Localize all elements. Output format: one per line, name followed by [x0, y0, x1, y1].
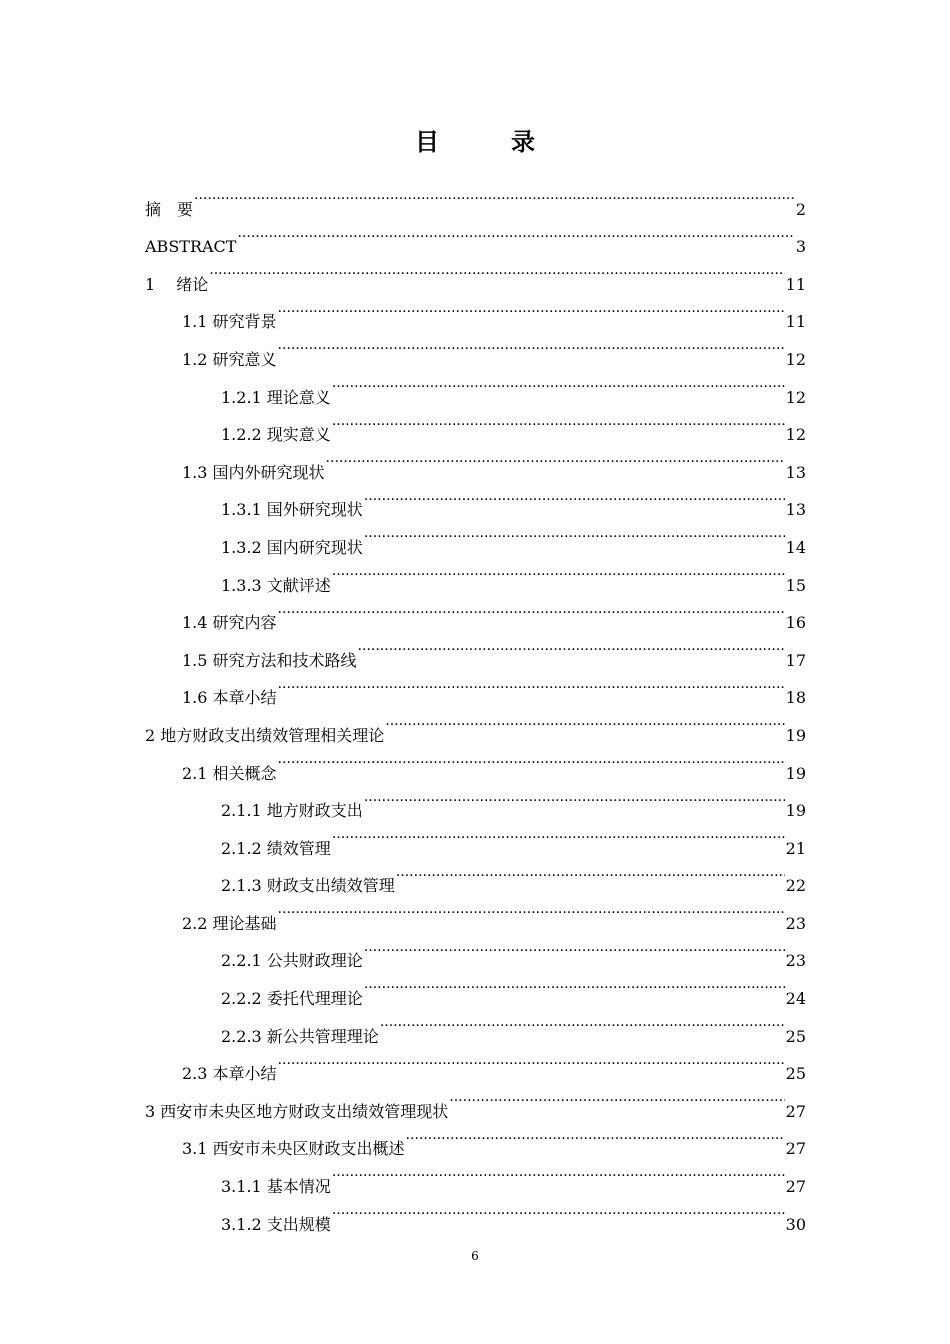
- toc-dot-leader: [364, 779, 785, 817]
- toc-entry-label: 1.1 研究背景: [182, 312, 277, 332]
- toc-entry-page-number: 19: [785, 725, 806, 745]
- toc-entry-page-number: 14: [785, 537, 806, 557]
- toc-dot-leader: [332, 816, 785, 854]
- toc-dot-leader: [326, 440, 785, 478]
- toc-dot-leader: [237, 215, 794, 253]
- toc-entry-page-number: 23: [785, 951, 806, 971]
- toc-entry[interactable]: [145, 215, 806, 257]
- toc-dot-leader: [194, 177, 795, 215]
- toc-dot-leader: [364, 515, 785, 553]
- toc-entry-label: 1.3 国内外研究现状: [182, 462, 325, 482]
- toc-entry-label: 2.2 理论基础: [182, 913, 277, 933]
- toc-entry[interactable]: [145, 252, 806, 294]
- toc-dot-leader: [396, 854, 785, 892]
- toc-dot-leader: [364, 929, 785, 967]
- toc-entry-page-number: 22: [785, 876, 806, 896]
- toc-entry-page-number: 25: [785, 1026, 806, 1046]
- toc-entry-label: 3 西安市未央区地方财政支出绩效管理现状: [145, 1101, 449, 1121]
- toc-entry-label: 2.1 相关概念: [182, 763, 277, 783]
- toc-entry-page-number: 23: [785, 913, 806, 933]
- toc-entry-page-number: 19: [785, 763, 806, 783]
- toc-dot-leader: [278, 290, 785, 328]
- toc-entry-label: 1.3.3 文献评述: [221, 575, 331, 595]
- toc-dot-leader: [278, 741, 785, 779]
- toc-entry-page-number: 25: [785, 1064, 806, 1084]
- toc-entry-label: 2.2.3 新公共管理理论: [221, 1026, 379, 1046]
- toc-entry-label: 1.5 研究方法和技术路线: [182, 650, 357, 670]
- toc-entry-page-number: 19: [785, 801, 806, 821]
- toc-entry[interactable]: [145, 290, 806, 332]
- toc-entry-page-number: 30: [785, 1214, 806, 1234]
- toc-entry-page-number: 18: [785, 688, 806, 708]
- toc-entry-label: 3.1 西安市未央区财政支出概述: [182, 1139, 405, 1159]
- toc-entry-label: 1.6 本章小结: [182, 688, 277, 708]
- toc-entry-page-number: 16: [785, 613, 806, 633]
- toc-entry-page-number: 12: [785, 425, 806, 445]
- toc-dot-leader: [278, 666, 785, 704]
- toc-entry-label: 3.1.2 支出规模: [221, 1214, 331, 1234]
- toc-entry-label: 2.1.1 地方财政支出: [221, 801, 363, 821]
- toc-dot-leader: [278, 327, 785, 365]
- toc-dot-leader: [364, 478, 785, 516]
- toc-entry-label: 1.3.2 国内研究现状: [221, 537, 363, 557]
- toc-dot-leader: [358, 628, 785, 666]
- toc-dot-leader: [332, 403, 785, 441]
- toc-dot-leader: [406, 1117, 785, 1155]
- toc-entry-label: 1.3.1 国外研究现状: [221, 500, 363, 520]
- toc-dot-leader: [380, 1004, 785, 1042]
- page-number: 6: [471, 1249, 479, 1263]
- toc-title: 目 录: [415, 127, 559, 156]
- toc-dot-leader: [278, 1042, 785, 1080]
- toc-entry-label: ABSTRACT: [145, 237, 237, 257]
- toc-dot-leader: [332, 1192, 785, 1230]
- toc-list: [145, 177, 806, 1234]
- toc-entry-label: 1.2.1 理论意义: [221, 387, 331, 407]
- toc-entry-page-number: 17: [785, 650, 806, 670]
- toc-entry-label: 摘 要: [145, 199, 194, 219]
- toc-dot-leader: [209, 252, 784, 290]
- toc-entry-label: 1.4 研究内容: [182, 613, 277, 633]
- toc-dot-leader: [449, 1079, 784, 1117]
- toc-entry-page-number: 12: [785, 387, 806, 407]
- toc-dot-leader: [385, 703, 784, 741]
- toc-entry-label: 2.2.2 委托代理理论: [221, 989, 363, 1009]
- toc-entry-page-number: 3: [795, 237, 806, 257]
- toc-entry[interactable]: [145, 177, 806, 219]
- toc-entry-label: 1.2.2 现实意义: [221, 425, 331, 445]
- toc-dot-leader: [364, 966, 785, 1004]
- toc-dot-leader: [332, 365, 785, 403]
- toc-entry-page-number: 21: [785, 838, 806, 858]
- toc-entry-page-number: 11: [785, 274, 806, 294]
- toc-entry-label: 2 地方财政支出绩效管理相关理论: [145, 725, 385, 745]
- toc-entry-label: 2.1.2 绩效管理: [221, 838, 331, 858]
- toc-entry-label: 2.3 本章小结: [182, 1064, 277, 1084]
- toc-entry-page-number: 15: [785, 575, 806, 595]
- toc-dot-leader: [332, 553, 785, 591]
- toc-dot-leader: [332, 1154, 785, 1192]
- toc-entry-label: 3.1.1 基本情况: [221, 1177, 331, 1197]
- toc-entry-label: 2.2.1 公共财政理论: [221, 951, 363, 971]
- toc-entry-page-number: 13: [785, 462, 806, 482]
- toc-entry-label: 2.1.3 财政支出绩效管理: [221, 876, 395, 896]
- toc-entry-page-number: 12: [785, 349, 806, 369]
- toc-entry-page-number: 27: [785, 1177, 806, 1197]
- toc-entry-label: 1.2 研究意义: [182, 349, 277, 369]
- toc-entry-label: 1 绪论: [145, 274, 209, 294]
- toc-entry-page-number: 27: [785, 1139, 806, 1159]
- toc-entry-page-number: 2: [795, 199, 806, 219]
- toc-dot-leader: [278, 591, 785, 629]
- toc-entry-page-number: 11: [785, 312, 806, 332]
- toc-entry-page-number: 13: [785, 500, 806, 520]
- toc-dot-leader: [278, 891, 785, 929]
- toc-entry-page-number: 27: [785, 1101, 806, 1121]
- toc-entry-page-number: 24: [785, 989, 806, 1009]
